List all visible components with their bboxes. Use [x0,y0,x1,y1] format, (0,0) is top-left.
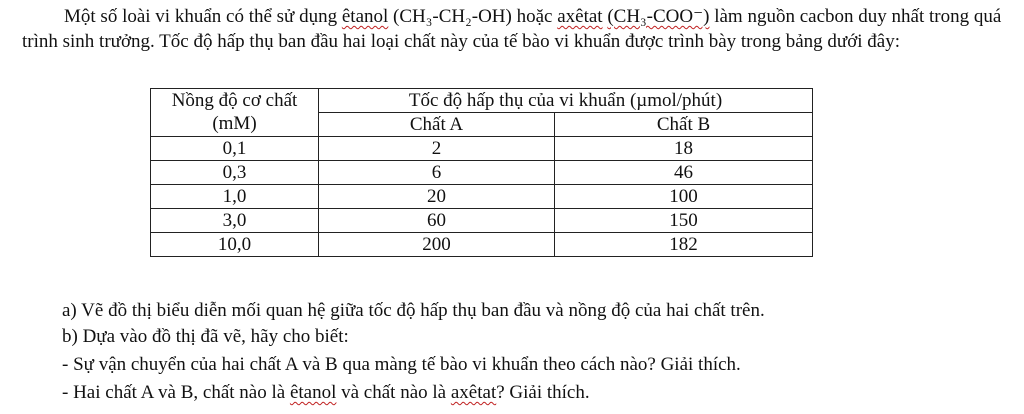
cell-concentration: 1,0 [151,185,319,209]
etanol-formula: (CH₃-CH₂-OH) hoặc [388,6,558,27]
axetat-term: axêtat [557,6,603,27]
uptake-rate-table [150,88,813,257]
cell-concentration: 0,3 [151,161,319,185]
table-subheader-row [151,113,813,137]
cell-rate-b: 150 [555,209,813,233]
header-substance-b: Chất B [555,113,813,137]
cell-rate-a: 200 [319,233,555,257]
etanol-term-q: êtanol [289,382,337,403]
cell-concentration: 10,0 [151,233,319,257]
etanol-term: êtanol [341,6,389,27]
question-b2: - Hai chất A và B, chất nào là êtanol và chất nào là axêtat? Giải thích. [62,382,590,403]
table-row [151,233,813,257]
cell-concentration: 3,0 [151,209,319,233]
table-row [151,137,813,161]
intro-paragraph [22,4,1012,54]
axetat-term-q: axêtat [450,382,497,403]
table-row [151,185,813,209]
cell-concentration: 0,1 [151,137,319,161]
cell-rate-a: 6 [319,161,555,185]
table-header-row [151,89,813,113]
cell-rate-b: 100 [555,185,813,209]
axetat-formula: (CH₃-COO⁻) [607,6,710,27]
intro-text-2: làm nguồn cacbon duy nhất trong quá trình sinh trưởng. Tốc độ hấp thụ ban đầu hai loại chất này của tế bào vi khuẩn được trình bày trong bảng dưới đây: [22,6,1002,52]
table-row [151,209,813,233]
cell-rate-b: 18 [555,137,813,161]
cell-rate-b: 182 [555,233,813,257]
table-row [151,161,813,185]
header-substance-a: Chất A [319,113,555,137]
cell-rate-b: 46 [555,161,813,185]
header-concentration: Nồng độ cơ chất [151,89,319,113]
question-b1: - Sự vận chuyển của hai chất A và B qua màng tế bào vi khuẩn theo cách nào? Giải thích. [62,354,741,375]
question-a: a) Vẽ đồ thị biểu diễn mối quan hệ giữa tốc độ hấp thụ ban đầu và nồng độ của hai chất trên. [62,300,765,321]
question-b: b) Dựa vào đồ thị đã vẽ, hãy cho biết: [62,326,349,347]
cell-rate-a: 60 [319,209,555,233]
intro-text-1: Một số loài vi khuẩn có thể sử dụng [64,6,342,27]
cell-rate-a: 2 [319,137,555,161]
header-concentration-unit: (mM) [151,113,319,137]
header-uptake-rate: Tốc độ hấp thụ của vi khuẩn (µmol/phút) [319,89,813,113]
cell-rate-a: 20 [319,185,555,209]
